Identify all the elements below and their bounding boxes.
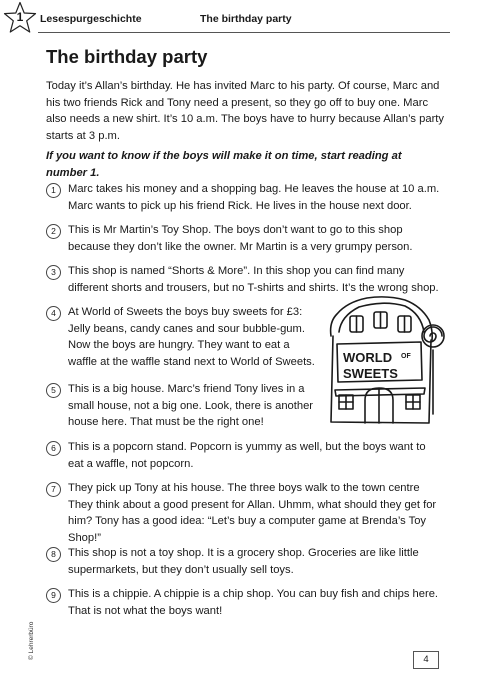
section-number: 8 xyxy=(46,547,61,562)
section-text: This shop is not a toy shop. It is a grocery shop. Groceries are like little supermarkets, but they don’t usually sell toys. xyxy=(68,547,419,576)
section-text: They pick up Tony at his house. The three boys walk to the town centre They think about a good present for Allan. Uhmm, what should they get for him? Tony has a good idea: “Let’s buy a computer game at Brenda’s Toy Shop!” xyxy=(68,482,437,544)
instruction-paragraph: If you want to know if the boys will make it on time, start reading at number 1. xyxy=(46,150,402,179)
copyright-credit: © Lehrerbüro xyxy=(28,621,35,660)
sign-text-of: OF xyxy=(401,353,411,360)
section-text: This is a big house. Marc’s friend Tony lives in a small house, not a big one. Look, there is another house here. That must be the right one! xyxy=(68,383,314,428)
section-number: 6 xyxy=(46,441,61,456)
section-number: 3 xyxy=(46,265,61,280)
page-header xyxy=(0,0,480,40)
section-text: This is Mr Martin’s Toy Shop. The boys don’t want to go to this shop because they don’t like the owner. Mr Martin is a very grumpy person. xyxy=(68,224,413,253)
section-text: This shop is named “Shorts & More”. In this shop you can find many different shorts and trousers, but no T-shirts and shirts. It’s the wrong shop. xyxy=(68,265,439,294)
page-title: The birthday party xyxy=(46,46,208,67)
sign-text-sweets: SWEETS xyxy=(343,366,398,381)
world-of-sweets-illustration xyxy=(325,292,445,427)
header-title: The birthday party xyxy=(200,13,292,25)
section-number: 1 xyxy=(46,183,61,198)
section-text: At World of Sweets the boys buy sweets for £3: Jelly beans, candy canes and sour bubble-gum. Now the boys are hungry. They want to eat a waffle at the waffle stand next to World of Sweets. xyxy=(68,306,315,368)
section-text: Marc takes his money and a shopping bag. He leaves the house at 10 a.m. Marc wants to pick up his friend Rick. He lives in the house next door. xyxy=(68,183,440,212)
intro-paragraph: Today it’s Allan’s birthday. He has invited Marc to his party. Of course, Marc and his two friends Rick and Tony need a present, so they go off to buy one. Marc also needs a new shirt. It’s 10 a.m. The boys have to hurry because Allan’s party starts at 3 p.m. xyxy=(46,80,445,142)
header-divider xyxy=(38,32,450,33)
header-series: Lesespurgeschichte xyxy=(40,13,142,25)
section-text: This is a popcorn stand. Popcorn is yummy as well, but the boys want to eat a waffle, not popcorn. xyxy=(68,441,426,470)
section-number: 2 xyxy=(46,224,61,239)
worksheet-number: 1 xyxy=(16,10,24,24)
section-number: 4 xyxy=(46,306,61,321)
section-number: 7 xyxy=(46,482,61,497)
sign-text-world: WORLD xyxy=(343,350,393,365)
section-number: 5 xyxy=(46,383,61,398)
section-number: 9 xyxy=(46,588,61,603)
section-text: This is a chippie. A chippie is a chip shop. You can buy fish and chips here. That is not what the boys want! xyxy=(68,588,439,617)
page-number: 4 xyxy=(413,651,439,669)
